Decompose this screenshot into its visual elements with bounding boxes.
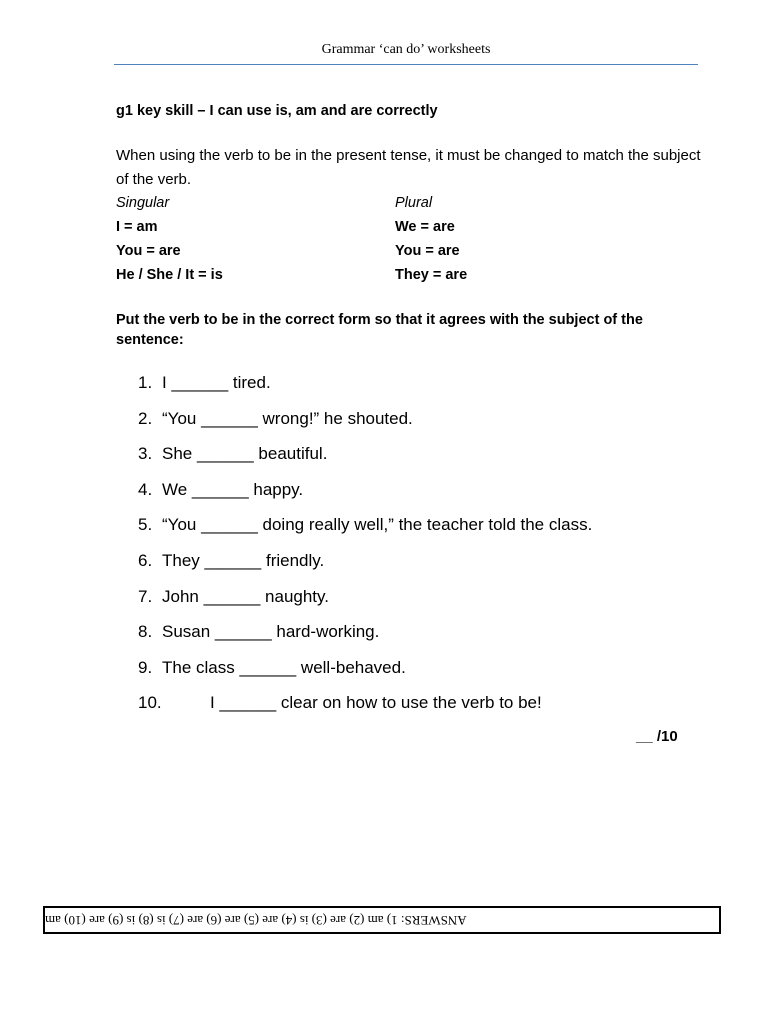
question-item [138,474,718,510]
question-text: I ______ tired. [162,373,271,392]
question-number: 1. [138,373,153,392]
verb-table-row [116,239,516,263]
question-item [138,581,718,617]
question-number: 3. [138,444,153,464]
question-text: I ______ clear on how to use the verb to be! [210,693,542,713]
question-item [138,403,718,439]
question-item [138,509,718,545]
exercise-instruction: Put the verb to be in the correct form so that it agrees with the subject of the sentence: [116,312,643,348]
question-item [138,367,718,403]
question-item [138,652,718,688]
question-number: 6. [138,550,153,570]
answer-key-text: ANSWERS: 1) am (2) are (3) is (4) are (5) are (6) are (7) is (8) is (9) are (10) am [45,913,467,928]
question-item [138,545,718,581]
singular-form: He / She / It = is [116,267,223,283]
question-number: 7. [138,586,153,606]
verb-table [116,191,516,287]
worksheet-header: Grammar ‘can do’ worksheets [321,42,491,57]
question-item [138,687,718,723]
score-total: __ /10 [636,728,678,745]
plural-form: They = are [395,267,468,283]
intro-paragraph: When using the verb to be in the present tense, it must be changed to match the subject of the verb. [116,147,701,188]
question-text: We ______ happy. [162,479,304,499]
question-number: 8. [138,622,153,642]
question-number: 5. [138,515,153,535]
singular-heading: Singular [116,195,170,211]
singular-form: You = are [116,243,181,259]
question-list [138,367,718,723]
verb-table-row [116,215,516,239]
question-item [138,438,718,474]
question-text: They ______ friendly. [162,550,325,570]
question-number: 10. [138,693,162,713]
header-divider [114,64,698,65]
verb-table-heading-row [116,191,516,215]
question-text: The class ______ well-behaved. [162,657,406,677]
question-item [138,616,718,652]
question-number: 9. [138,657,153,677]
verb-table-row [116,263,516,287]
question-text: “You ______ doing really well,” the teacher told the class. [162,515,593,535]
plural-form: We = are [395,219,455,235]
plural-heading: Plural [395,195,433,211]
plural-form: You = are [395,243,460,259]
question-text: She ______ beautiful. [162,444,328,464]
question-text: John ______ naughty. [162,586,329,606]
answer-key-box [43,906,721,934]
question-number: 4. [138,479,153,499]
question-text: “You ______ wrong!” he shouted. [162,408,413,428]
question-number: 2. [138,408,153,428]
singular-form: I = am [116,219,158,235]
question-text: Susan ______ hard-working. [162,622,380,642]
skill-title: g1 key skill – I can use is, am and are correctly [116,103,438,119]
